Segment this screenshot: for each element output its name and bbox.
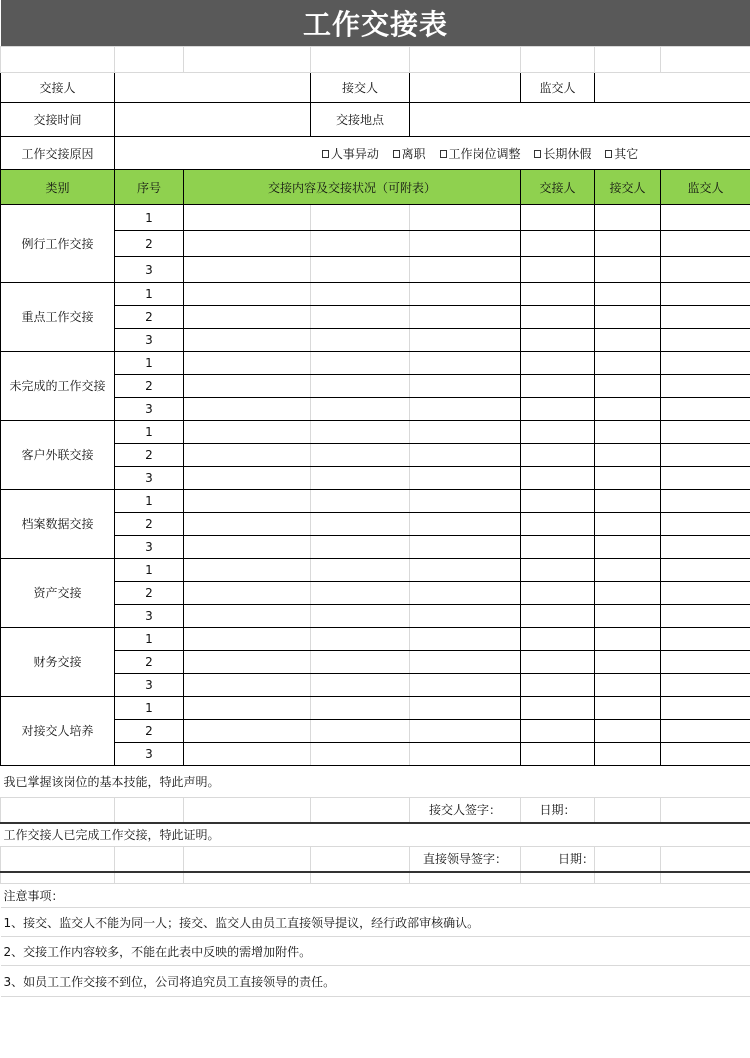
content-cell[interactable] (184, 375, 311, 398)
supervisor-cell[interactable] (661, 743, 750, 766)
content-cell[interactable] (311, 743, 410, 766)
table-row (1, 628, 750, 651)
empty-cell[interactable] (115, 798, 184, 823)
content-cell[interactable] (184, 720, 311, 743)
receiver-cell[interactable] (595, 205, 661, 231)
checkbox-icon[interactable] (322, 150, 329, 158)
supervisor-cell[interactable] (661, 257, 750, 283)
receiver-cell[interactable] (595, 697, 661, 720)
seq-cell: 3 (115, 536, 184, 559)
category-label: 资产交接 (1, 559, 115, 628)
content-cell[interactable] (184, 651, 311, 674)
receiver-cell[interactable] (595, 628, 661, 651)
empty-cell[interactable] (184, 872, 311, 884)
receiver-cell[interactable] (595, 231, 661, 257)
supervisor-cell[interactable] (661, 283, 750, 306)
empty-cell[interactable] (1, 872, 115, 884)
date-label: 日期： (521, 847, 595, 872)
handover-person-field[interactable] (115, 73, 311, 103)
checkbox-icon[interactable] (605, 150, 612, 158)
leader-signature-field[interactable] (595, 847, 661, 872)
empty-cell[interactable] (410, 47, 521, 73)
leader-sign-label: 直接领导签字： (410, 847, 521, 872)
receiver-cell[interactable] (595, 674, 661, 697)
seq-cell: 3 (115, 398, 184, 421)
content-cell[interactable] (311, 283, 410, 306)
content-cell[interactable] (410, 720, 521, 743)
seq-cell: 3 (115, 605, 184, 628)
header-handover: 交接人 (521, 170, 595, 205)
content-cell[interactable] (184, 257, 311, 283)
content-cell[interactable] (311, 467, 410, 490)
receiver-cell[interactable] (595, 582, 661, 605)
handover-cell[interactable] (521, 743, 595, 766)
reason-option: 其它 (614, 146, 639, 161)
handover-cell[interactable] (521, 205, 595, 231)
content-cell[interactable] (311, 444, 410, 467)
content-cell[interactable] (311, 536, 410, 559)
receiver-cell[interactable] (595, 490, 661, 513)
content-cell[interactable] (311, 352, 410, 375)
seq-cell: 2 (115, 582, 184, 605)
empty-cell[interactable] (311, 872, 410, 884)
category-label: 重点工作交接 (1, 283, 115, 352)
supervisor-cell[interactable] (661, 697, 750, 720)
empty-cell[interactable] (410, 872, 521, 884)
empty-cell[interactable] (595, 872, 661, 884)
seq-cell: 1 (115, 628, 184, 651)
handover-place-label: 交接地点 (311, 103, 410, 137)
supervisor-cell[interactable] (661, 559, 750, 582)
handover-cell[interactable] (521, 231, 595, 257)
supervisor-cell[interactable] (661, 536, 750, 559)
header-receiver: 接交人 (595, 170, 661, 205)
handover-cell[interactable] (521, 582, 595, 605)
table-row (1, 697, 750, 720)
empty-cell[interactable] (184, 798, 311, 823)
empty-cell[interactable] (115, 847, 184, 872)
content-cell[interactable] (311, 205, 410, 231)
handover-cell[interactable] (521, 697, 595, 720)
reason-label: 工作交接原因 (1, 137, 115, 170)
content-cell[interactable] (311, 651, 410, 674)
content-cell[interactable] (311, 720, 410, 743)
table-row (1, 559, 750, 582)
handover-cell[interactable] (521, 628, 595, 651)
seq-cell: 1 (115, 283, 184, 306)
category-label: 客户外联交接 (1, 421, 115, 490)
seq-cell: 2 (115, 306, 184, 329)
content-cell[interactable] (184, 421, 311, 444)
content-cell[interactable] (410, 490, 521, 513)
content-cell[interactable] (311, 697, 410, 720)
receiver-statement: 我已掌握该岗位的基本技能，特此声明。 (1, 766, 750, 798)
content-cell[interactable] (311, 605, 410, 628)
handover-cell[interactable] (521, 467, 595, 490)
seq-cell: 1 (115, 490, 184, 513)
content-cell[interactable] (410, 628, 521, 651)
receiver-cell[interactable] (595, 398, 661, 421)
receiver-cell[interactable] (595, 467, 661, 490)
receiver-cell[interactable] (595, 421, 661, 444)
empty-cell[interactable] (595, 47, 661, 73)
supervisor-cell[interactable] (661, 398, 750, 421)
content-cell[interactable] (410, 306, 521, 329)
empty-cell[interactable] (661, 847, 750, 872)
content-cell[interactable] (410, 375, 521, 398)
receiver-cell[interactable] (595, 513, 661, 536)
handover-cell[interactable] (521, 490, 595, 513)
supervisor-field[interactable] (595, 73, 750, 103)
seq-cell: 1 (115, 205, 184, 231)
handover-cell[interactable] (521, 444, 595, 467)
content-cell[interactable] (410, 421, 521, 444)
content-cell[interactable] (410, 697, 521, 720)
empty-cell[interactable] (311, 47, 410, 73)
content-cell[interactable] (184, 513, 311, 536)
content-cell[interactable] (311, 231, 410, 257)
receiver-sign-label: 接交人签字： (410, 798, 521, 823)
receiver-cell[interactable] (595, 283, 661, 306)
header-category: 类别 (1, 170, 115, 205)
header-content: 交接内容及交接状况（可附表） (184, 170, 521, 205)
content-cell[interactable] (184, 467, 311, 490)
receiver-cell[interactable] (595, 257, 661, 283)
seq-cell: 1 (115, 352, 184, 375)
checkbox-icon[interactable] (534, 150, 541, 158)
supervisor-cell[interactable] (661, 329, 750, 352)
empty-cell[interactable] (661, 872, 750, 884)
checkbox-icon[interactable] (393, 150, 400, 158)
content-cell[interactable] (410, 467, 521, 490)
content-cell[interactable] (410, 513, 521, 536)
content-cell[interactable] (184, 283, 311, 306)
reason-option: 人事异动 (330, 146, 379, 161)
seq-cell: 1 (115, 421, 184, 444)
seq-cell: 2 (115, 375, 184, 398)
receiver-cell[interactable] (595, 720, 661, 743)
content-cell[interactable] (410, 231, 521, 257)
receiver-cell[interactable] (595, 651, 661, 674)
handover-cell[interactable] (521, 674, 595, 697)
empty-cell[interactable] (1, 847, 115, 872)
handover-cell[interactable] (521, 651, 595, 674)
content-cell[interactable] (410, 743, 521, 766)
handover-cell[interactable] (521, 398, 595, 421)
reason-options (115, 137, 750, 170)
seq-cell: 2 (115, 720, 184, 743)
receiver-cell[interactable] (595, 743, 661, 766)
reason-option: 工作岗位调整 (448, 146, 521, 161)
content-cell[interactable] (311, 559, 410, 582)
seq-cell: 2 (115, 651, 184, 674)
table-row (1, 421, 750, 444)
supervisor-cell[interactable] (661, 490, 750, 513)
receiver-cell[interactable] (595, 444, 661, 467)
content-cell[interactable] (184, 398, 311, 421)
content-cell[interactable] (184, 674, 311, 697)
empty-cell[interactable] (1, 798, 115, 823)
category-label: 例行工作交接 (1, 205, 115, 283)
page-title: 工作交接表 (1, 0, 750, 47)
content-cell[interactable] (184, 329, 311, 352)
seq-cell: 2 (115, 231, 184, 257)
content-cell[interactable] (410, 257, 521, 283)
handover-time-field[interactable] (115, 103, 311, 137)
header-supervisor: 监交人 (661, 170, 750, 205)
handover-cell[interactable] (521, 306, 595, 329)
handover-cell[interactable] (521, 536, 595, 559)
seq-cell: 3 (115, 674, 184, 697)
content-cell[interactable] (410, 536, 521, 559)
content-cell[interactable] (311, 306, 410, 329)
content-cell[interactable] (311, 628, 410, 651)
content-cell[interactable] (410, 674, 521, 697)
content-cell[interactable] (410, 352, 521, 375)
receiver-cell[interactable] (595, 536, 661, 559)
seq-cell: 2 (115, 513, 184, 536)
checkbox-icon[interactable] (440, 150, 447, 158)
receiver-cell[interactable] (595, 605, 661, 628)
receiver-cell[interactable] (595, 559, 661, 582)
content-cell[interactable] (184, 628, 311, 651)
handover-cell[interactable] (521, 720, 595, 743)
content-cell[interactable] (184, 697, 311, 720)
handover-statement: 工作交接人已完成工作交接，特此证明。 (1, 823, 750, 847)
content-cell[interactable] (311, 257, 410, 283)
empty-cell[interactable] (311, 798, 410, 823)
content-cell[interactable] (410, 605, 521, 628)
handover-cell[interactable] (521, 513, 595, 536)
supervisor-cell[interactable] (661, 231, 750, 257)
content-cell[interactable] (410, 205, 521, 231)
content-cell[interactable] (410, 444, 521, 467)
supervisor-cell[interactable] (661, 306, 750, 329)
seq-cell: 3 (115, 743, 184, 766)
content-cell[interactable] (184, 559, 311, 582)
content-cell[interactable] (184, 444, 311, 467)
content-cell[interactable] (311, 582, 410, 605)
handover-cell[interactable] (521, 329, 595, 352)
empty-cell[interactable] (184, 47, 311, 73)
handover-cell[interactable] (521, 257, 595, 283)
content-cell[interactable] (184, 582, 311, 605)
note-item: 3、如员工工作交接不到位，公司将追究员工直接领导的责任。 (1, 966, 750, 997)
table-row (1, 283, 750, 306)
content-cell[interactable] (410, 398, 521, 421)
supervisor-cell[interactable] (661, 651, 750, 674)
supervisor-cell[interactable] (661, 375, 750, 398)
seq-cell: 3 (115, 329, 184, 352)
handover-person-label: 交接人 (1, 73, 115, 103)
seq-cell: 3 (115, 257, 184, 283)
empty-cell[interactable] (184, 847, 311, 872)
content-cell[interactable] (311, 375, 410, 398)
empty-cell[interactable] (115, 47, 184, 73)
supervisor-cell[interactable] (661, 720, 750, 743)
handover-time-label: 交接时间 (1, 103, 115, 137)
supervisor-cell[interactable] (661, 205, 750, 231)
handover-cell[interactable] (521, 605, 595, 628)
category-label: 档案数据交接 (1, 490, 115, 559)
note-item: 1、接交、监交人不能为同一人；接交、监交人由员工直接领导提议，经行政部审核确认。 (1, 908, 750, 937)
content-cell[interactable] (311, 398, 410, 421)
receiver-cell[interactable] (595, 352, 661, 375)
seq-cell: 1 (115, 559, 184, 582)
content-cell[interactable] (410, 283, 521, 306)
supervisor-cell[interactable] (661, 605, 750, 628)
empty-cell[interactable] (115, 872, 184, 884)
content-cell[interactable] (311, 329, 410, 352)
category-label: 未完成的工作交接 (1, 352, 115, 421)
supervisor-cell[interactable] (661, 467, 750, 490)
content-cell[interactable] (410, 651, 521, 674)
table-row (1, 490, 750, 513)
reason-option: 长期休假 (543, 146, 592, 161)
content-cell[interactable] (311, 513, 410, 536)
handover-cell[interactable] (521, 283, 595, 306)
content-cell[interactable] (311, 674, 410, 697)
content-cell[interactable] (184, 352, 311, 375)
supervisor-cell[interactable] (661, 352, 750, 375)
content-cell[interactable] (184, 205, 311, 231)
content-cell[interactable] (184, 231, 311, 257)
seq-cell: 2 (115, 444, 184, 467)
handover-cell[interactable] (521, 421, 595, 444)
header-seq: 序号 (115, 170, 184, 205)
empty-cell[interactable] (661, 798, 750, 823)
handover-cell[interactable] (521, 352, 595, 375)
content-cell[interactable] (410, 582, 521, 605)
note-item: 2、交接工作内容较多，不能在此表中反映的需增加附件。 (1, 937, 750, 966)
content-cell[interactable] (184, 605, 311, 628)
receiver-signature-field[interactable] (595, 798, 661, 823)
supervisor-cell[interactable] (661, 421, 750, 444)
handover-cell[interactable] (521, 559, 595, 582)
content-cell[interactable] (410, 559, 521, 582)
content-cell[interactable] (184, 743, 311, 766)
supervisor-cell[interactable] (661, 513, 750, 536)
supervisor-label: 监交人 (521, 73, 595, 103)
receiver-cell[interactable] (595, 306, 661, 329)
receiver-cell[interactable] (595, 329, 661, 352)
category-label: 财务交接 (1, 628, 115, 697)
empty-cell[interactable] (521, 47, 595, 73)
handover-place-field[interactable] (410, 103, 750, 137)
category-label: 对接交人培养 (1, 697, 115, 766)
supervisor-cell[interactable] (661, 582, 750, 605)
notes-title: 注意事项： (1, 884, 750, 908)
empty-cell[interactable] (661, 47, 750, 73)
supervisor-cell[interactable] (661, 628, 750, 651)
table-row (1, 352, 750, 375)
content-cell[interactable] (311, 421, 410, 444)
reason-option: 离职 (401, 146, 426, 161)
receiver-label: 接交人 (311, 73, 410, 103)
supervisor-cell[interactable] (661, 674, 750, 697)
handover-cell[interactable] (521, 375, 595, 398)
content-cell[interactable] (184, 490, 311, 513)
date-label: 日期： (521, 798, 595, 823)
content-cell[interactable] (184, 306, 311, 329)
receiver-field[interactable] (410, 73, 521, 103)
content-cell[interactable] (184, 536, 311, 559)
empty-cell[interactable] (311, 847, 410, 872)
empty-cell[interactable] (521, 872, 595, 884)
table-row (1, 205, 750, 231)
empty-cell[interactable] (1, 47, 115, 73)
content-cell[interactable] (410, 329, 521, 352)
receiver-cell[interactable] (595, 375, 661, 398)
seq-cell: 3 (115, 467, 184, 490)
content-cell[interactable] (311, 490, 410, 513)
supervisor-cell[interactable] (661, 444, 750, 467)
seq-cell: 1 (115, 697, 184, 720)
